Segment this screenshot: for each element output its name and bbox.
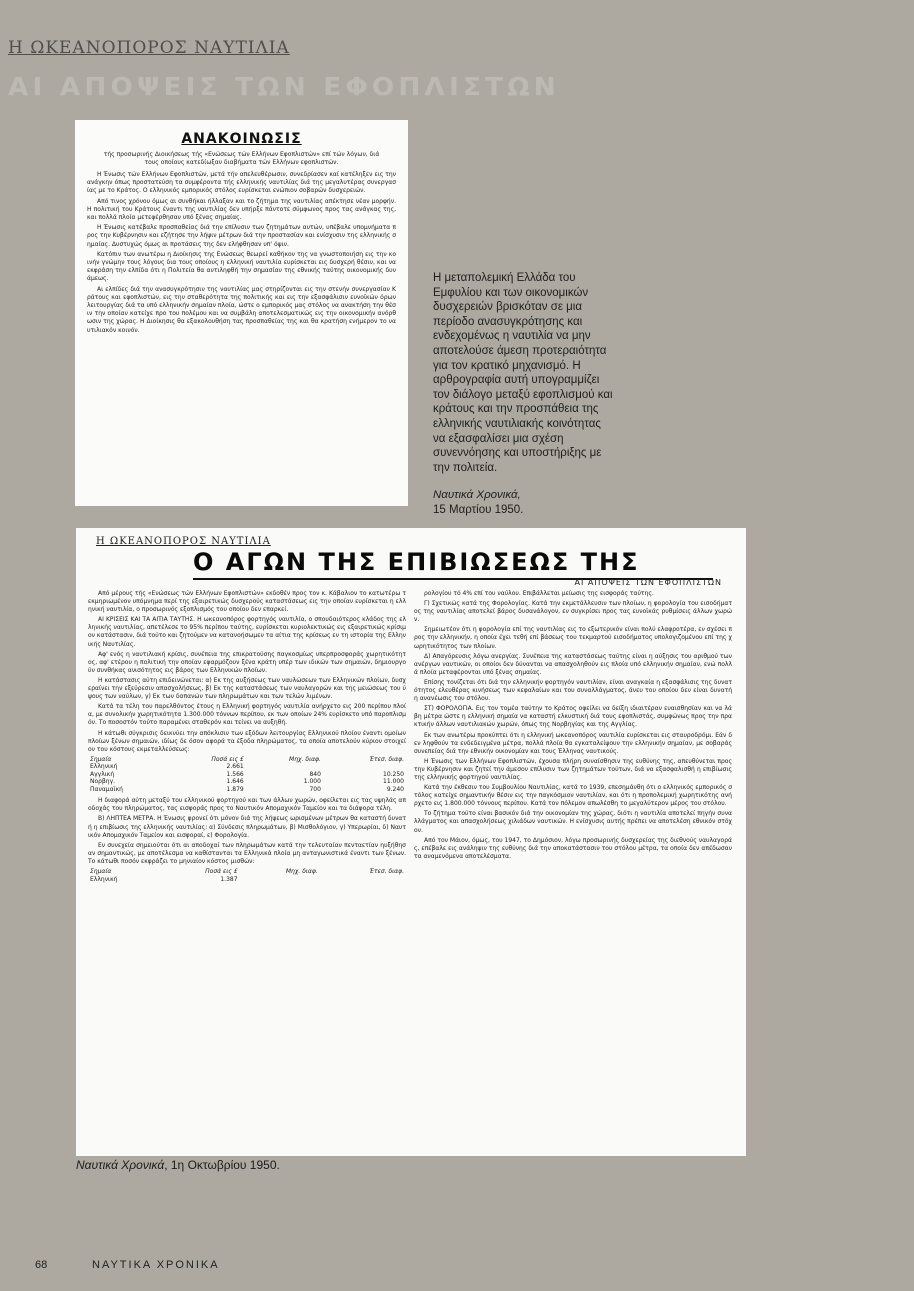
table-cell: 9.240	[386, 785, 404, 793]
article-paragraph: Από τον Μάιον, όμως, του 1947, το Δημόσιον, λόγω προσωρινής δυσχερείας της διεθνούς ναυλαγοράς, επέβαλε εις ανάληψιν της ευθύνης διά την αποκατάστασιν του στόλου μέτρα, τα οποία δεν απέδωσαν τα αναμενόμενα αποτελέσματα.	[414, 836, 732, 860]
announcement-paragraph: Κατόπιν των ανωτέρω η Διοίκησις της Ενώσεως θεωρεί καθήκον της να γνωστοποιήση εις την κοινήν γνώμην τους λόγους δια τους οποίους η ελληνική ναυτιλία ευρίσκεται εις δυσχερή θέσιν, και να εκφράση την ελπίδα ότι η Πολιτεία θα αντιληφθή την σημασίαν της εθνικής ταύτης οικονομικής δυνάμεως.	[87, 250, 396, 283]
table-header-cell: Μηχ. διαφ.	[289, 755, 321, 763]
article-paragraph: Επίσης τονίζεται ότι διά την ελληνικήν φορτηγόν ναυτιλίαν, είναι αναγκαία η εξασφάλισις της δυνατότητος ελευθέρας κινήσεως των κεφαλαίων και του συναλλάγματος, άνευ του οποίου δεν είναι δυνατή η ανανέωσις του στόλου.	[414, 678, 732, 703]
table-cell	[323, 763, 406, 771]
article-clipping	[76, 528, 746, 1156]
article-paragraph: Εν συνεχεία σημειούται ότι αι αποδοχαί των πληρωμάτων κατά την τελευταίαν πενταετίαν ηυξήθησαν σημαντικώς, με αποτέλεσμα να καθίστανται τα Ελληνικά πλοία μη ανταγωνιστικά έναντι των ξένων. Το κάτωθι ποσόν εκφράζει το μηνιαίον κόστος μισθών:	[88, 841, 406, 865]
article-paragraph: ΣΤ) ΦΟΡΟΛΟΓΙΑ. Εις τον τομέα ταύτην το Κράτος οφείλει να δείξη ιδιαιτέραν ευαισθησίαν και να λάβη μέτρα ώστε η ελληνική σημαία να καταστή ελκυστική διά τους εφοπλιστάς, συμφώνως προς την πρακτικήν άλλων ναυτιλιακών χωρών, όπως της Νορβηγίας και της Αγγλίας.	[414, 705, 732, 729]
article-right-column	[414, 590, 732, 1148]
table-header-cell: Ποσά εις £	[211, 755, 244, 763]
table-cell: 11.000	[383, 778, 404, 786]
table-cell: 1.646	[226, 778, 244, 786]
page-headline: ΑΙ ΑΠΟΨΕΙΣ ΤΩΝ ΕΦΟΠΛΙΣΤΩΝ	[8, 72, 560, 101]
table-cell: 1.000	[303, 778, 321, 786]
table-cell: 1.566	[226, 770, 244, 778]
table-cell: 2.661	[226, 763, 244, 771]
table-cell	[240, 876, 320, 884]
article-paragraph: Σημειωτέον ότι η φορολογία επί της ναυτιλίας εις το εξωτερικόν είναι πολύ ελαφροτέρα, εν σχέσει προς την ελληνικήν, η οποία έχει τεθή επί βάσεως του τεκμαρτού εισοδήματος υπολογιζομένου επί της χωρητικότητος των πλοίων.	[414, 626, 732, 650]
article-headline: Ο ΑΓΩΝ ΤΗΣ ΕΠΙΒΙΩΣΕΩΣ ΤΗΣ	[193, 548, 640, 576]
caption-date: , 1η Οκτωβρίου 1950.	[164, 1158, 280, 1172]
article-paragraph: Δ) Απαγόρευσις λόγω ανεργίας. Συνέπεια της καταστάσεως ταύτης είναι η αύξησις του αριθμού των ανέργων ναυτικών, οι οποίοι δεν δύνανται να απασχοληθούν εις πλοία υπό ελληνικήν σημαίαν, ενώ πολλά πλοία μεταφέρονται υπό ξένας σημαίας.	[414, 652, 732, 676]
side-note-citation	[433, 488, 613, 517]
cost-table	[88, 756, 406, 794]
wage-table-header	[88, 868, 406, 876]
table-cell: Αγγλική	[90, 770, 115, 778]
announcement-title: ΑΝΑΚΟΙΝΩΣΙΣ	[181, 131, 302, 147]
citation-date: 15 Μαρτίου 1950.	[433, 503, 524, 516]
article-paragraph: Από μέρους τής «Ενώσεως τών Ελλήνων Εφοπλιστών» εκδοθέν προς τον κ. Κάβαλιον το κατωτέρω τεκμηριωμένον υπόμνημα περί της εξαιρετικώς δυσχερούς καταστάσεως εις την οποίαν ευρίσκεται η ελληνική ναυτιλία, ο προσωρινός εξοπλισμός του οποίου δεν επαρκεί.	[88, 590, 406, 614]
table-header-cell: Έτεσ. διαφ.	[369, 868, 404, 876]
section-kicker: Η ΩΚΕΑΝΟΠΟΡΟΣ ΝΑΥΤΙΛΙΑ	[8, 38, 290, 58]
article-paragraph: Η διαφορά αύτη μεταξύ του ελληνικού φορτηγού και των άλλων χωρών, οφείλεται εις τας υψηλάς αποδοχάς του πληρώματος, τας εισφοράς προς το Ναυτικόν Απομαχικόν Ταμείον και τα διάφορα τέλη.	[88, 797, 406, 813]
table-row	[88, 763, 406, 771]
footer-title: ΝΑΥΤΙΚΑ ΧΡΟΝΙΚΑ	[92, 1259, 220, 1271]
table-cell	[246, 763, 323, 771]
table-cell: 1.879	[226, 785, 244, 793]
table-row	[88, 771, 406, 779]
article-paragraph: Η κάτωθι σύγκρισις δεικνύει την απόκλισιν των εξόδων λειτουργίας Ελληνικού πλοίου έναντι ομοίων πλοίων ξένων σημαιών, ιδίως δε όσον αφορά τα έξοδα πληρώματος, τα οποία αποτελούν κύριον στοιχείον του κόστους εκμεταλλεύσεως:	[88, 729, 406, 753]
article-paragraph: ρολογίου τό 4% επί του ναύλου. Επιβάλλεται μείωσις της εισφοράς ταύτης.	[424, 590, 654, 597]
announcement-paragraph: Η Ένωσις τών Ελλήνων Εφοπλιστών, μετά τήν απελευθέρωσιν, συνεδρίασεν καί κατέληξεν εις την ανάγκην όπως προστατεύση τα συμφέροντα τής ελληνικής ναυτιλίας διά της μεγαλυτέρας συνεργασίας με το Κράτος. Ο ελληνικός εμπορικός στόλος ευρίσκεται ενώπιον σοβαρών δυσχερειών.	[87, 171, 396, 195]
table-row	[88, 876, 406, 884]
table-header-cell: Έτεσ. διαφ.	[369, 755, 404, 763]
cost-table-header	[88, 756, 406, 764]
article-caption	[76, 1158, 280, 1172]
article-subhead: ΑΙ ΑΠΟΨΕΙΣ ΤΩΝ ΕΦΟΠΛΙΣΤΩΝ	[574, 578, 722, 587]
table-cell: Παναμαϊκή	[90, 785, 123, 793]
announcement-intro: τής προσωρινής Διοικήσεως τής «Ενώσεως τών Ελλήνων Εφοπλιστών» επί τών λόγων, διά τους οποίους κατεδίωξαν διαβήματα τών Ελλήνων εφοπλιστών.	[103, 151, 380, 166]
table-cell: 1.387	[220, 875, 238, 883]
article-paragraph: Το ζήτημα τούτο είναι βασικόν διά την οικονομίαν της χώρας, διότι η ναυτιλία αποτελεί πηγήν συναλλάγματος και απασχολήσεως χιλιάδων ναυτικών. Η ενίσχυσις αυτής πρέπει να αποτελέση εθνικόν στόχον.	[414, 810, 732, 834]
table-cell: 840	[309, 770, 321, 778]
table-header-cell: Ποσά εις £	[205, 868, 238, 876]
table-cell: 700	[309, 785, 321, 793]
announcement-paragraph: Αι ελπίδες διά την ανασυγκρότησιν της ναυτιλίας μας στηρίζονται εις την στενήν συνεργασίαν Κράτους και εφοπλιστών, εις την σταθερότητα της πολιτικής και εις την εξασφάλισιν ευνοϊκών όρων λειτουργίας διά τα υπό ελληνικήν σημαίαν πλοία, ώστε ο εμπορικός μας στόλος να ανακτήση την θέσιν την οποίαν κατείχε προ του πολέμου και να συμβάλη αποτελεσματικώς εις την οικονομικήν ανόρθωσιν της χώρας. Η Διοίκησις θα εξακολουθήση τας προσπαθείας της και θα κρατήση ενήμερον το ναυτιλιακόν κοινόν.	[87, 285, 396, 334]
article-left-column	[88, 590, 406, 1148]
announcement-body	[87, 171, 396, 335]
article-paragraph: Β) ΛΗΠΤΕΑ ΜΕΤΡΑ. Η Ένωσις φρονεί ότι μόνον διά της λήψεως ωρισμένων μέτρων θα καταστή δυνατή η επιβίωσις της ελληνικής ναυτιλίας: α) Σύνδεσις πληρωμάτων, β) Μισθολόγιον, γ) Υπερωρίαι, δ) Ναυτικόν Απομαχικόν Ταμείον και εισφοραί, ε) Φορολογία.	[88, 815, 406, 839]
side-note	[433, 271, 613, 518]
article-paragraph: Εκ των ανωτέρω προκύπτει ότι η ελληνική ωκεανοπόρος ναυτιλία ευρίσκεται εις σταυροδρόμι. Εάν δεν ληφθούν τα ενδεδειγμένα μέτρα, πολλά πλοία θα εγκαταλείψουν την ελληνικήν σημαίαν, με σοβαράς συνεπείας διά την εθνικήν οικονομίαν και τους Έλληνας ναυτικούς.	[414, 731, 732, 755]
table-cell: 10.250	[383, 770, 404, 778]
article-paragraph: Γ) Σχετικώς κατά της Φορολογίας. Κατά την εκμετάλλευσιν των πλοίων, η φορολογία του εισοδήματος της ναυτιλίας αποτελεί βάρος δυσανάλογον, εν συγκρίσει προς τας ευνοϊκάς ρυθμίσεις άλλων χωρών.	[414, 600, 732, 624]
table-cell: Ελληνική	[90, 875, 118, 883]
article-paragraph: ΑΙ ΚΡΙΣΕΙΣ ΚΑΙ ΤΑ ΑΙΤΙΑ ΤΑΥΤΗΣ. Η ωκεανοπόρος φορτηγός ναυτιλία, ο σπουδαιότερος κλάδος της ελληνικής ναυτιλίας, απετέλεσε το 95% περίπου ταύτης, ευρίσκεται κυριολεκτικώς εις εξαιρετικώς κρίσιμον κατάστασιν, διά τούτο και ζητούμεν να κατανοήσωμεν τα αίτια της κρίσεως εν τη ιστορία της Ελληνικής Ναυτιλίας.	[88, 616, 406, 648]
table-cell: Νορβηγ.	[90, 778, 116, 786]
table-header-cell: Μηχ. διαφ.	[285, 868, 318, 876]
article-paragraph: Η κατάστασις αύτη επιδεινώνεται: α) Εκ της αυξήσεως των ναυλώσεων των Ελληνικών πλοίων, δυσχεραίνει την εξεύρεσιν απασχολήσεως, β) Εκ της καταστάσεως των ναυλαγορών και της μειώσεως του ύψους των ναύλων, γ) Εκ των δαπανών των πληρωμάτων και των τελών λιμένων.	[88, 676, 406, 701]
table-cell	[320, 876, 406, 884]
article-paragraph: Κατά την έκθεσιν του Συμβουλίου Ναυτιλίας, κατά το 1939, επεσημάνθη ότι ο ελληνικός εμπορικός στόλος κατείχε σημαντικήν θέσιν εις την παγκόσμιον ναυτιλίαν, και ότι η προπολεμική χωρητικότης ανήρχετο εις 1.800.000 τόννους περίπου. Κατά τον πόλεμον απωλέσθη το μεγαλύτερον μέρος του στόλου.	[414, 784, 732, 808]
table-header-cell: Σημαία	[90, 868, 112, 876]
side-note-text: Η μεταπολεμική Ελλάδα του Εμφυλίου και των οικονομικών δυσχερειών βρισκόταν σε μια περίοδο ανασυγκρότησης και ενδεχομένως η ναυτιλία να μην αποτελούσε άμεση προτεραιότητα για τον κρατικό μηχανισμό. Η αρθρογραφία αυτή υπογραμμίζει τον διάλογο μεταξύ εφοπλισμού και κράτους και την προσπάθεια της ελληνικής ναυτιλιακής κοινότητας να εξασφαλίσει μια σχέση συνεννόησης και υποστήριξης με την πολιτεία.	[433, 272, 613, 474]
announcement-paragraph: Από τινος χρόνου όμως αι συνθήκαι ήλλαξαν και το ζήτημα της ναυτιλίας απέκτησε νέαν μορφήν. Η πολιτική του Κράτους έναντι της ναυτιλίας δεν υπήρξε πάντοτε σύμφωνος προς τας ανάγκας της, και πολλά πλοία μετεφέρθησαν υπό ξένας σημαίας.	[87, 197, 396, 222]
caption-source: Ναυτικά Χρονικά	[76, 1158, 165, 1172]
article-paragraph: Η Ένωσις των Ελλήνων Εφοπλιστών, έχουσα πλήρη συναίσθησιν της ευθύνης της, απευθύνεται προς την Κυβέρνησιν και ζητεί την άμεσον επίλυσιν των ζητημάτων τούτων, διά να εξασφαλισθή η επιβίωσις της ελληνικής φορτηγού ναυτιλίας.	[414, 757, 732, 781]
article-paragraph: Κατά τα τέλη του παρελθόντος έτους η Ελληνική φορτηγός ναυτιλία ανήρχετο εις 200 περίπου πλοία, με συνολικήν χωρητικότητα 1.300.000 τόννων περίπου, εκ των οποίων 24% ευρίσκετο υπό παροπλισμόν. Το ποσοστόν τούτο παραμένει σταθερόν και τείνει να αυξηθή.	[88, 703, 406, 727]
article-paragraph: Αφ' ενός η ναυτιλιακή κρίσις, συνέπεια της επικρατούσης παγκοσμίως υπερπροσφοράς χωρητικότητος, αφ' ετέρου η πολιτική την οποίαν εφαρμόζουν ξένα κράτη υπέρ των ιδικών των σημαιών, δημιουργούν συνθήκας ανισότητος εις βάρος των Ελληνικών πλοίων.	[88, 650, 406, 674]
announcement-paragraph: Η Ένωσις κατέβαλε προσπαθείας διά την επίλυσιν των ζητημάτων αυτών, υπέβαλε υπομνήματα προς την Κυβέρνησιν και εζήτησε την λήψιν μέτρων διά την προστασίαν και ενίσχυσιν της ελληνικής σημαίας. Δυστυχώς όμως αι προτάσεις της δεν ελήφθησαν υπ' όψιν.	[87, 224, 396, 248]
table-row	[88, 786, 406, 794]
page-number: 68	[35, 1259, 48, 1271]
table-row	[88, 778, 406, 786]
table-header-cell: Σημαία	[90, 755, 112, 763]
wage-table	[88, 868, 406, 883]
article-kicker: Η ΩΚΕΑΝΟΠΟΡΟΣ ΝΑΥΤΙΛΙΑ	[96, 536, 271, 547]
citation-source: Ναυτικά Χρονικά,	[433, 489, 521, 502]
table-cell: Ελληνική	[90, 763, 118, 771]
announcement-clipping	[75, 120, 408, 506]
